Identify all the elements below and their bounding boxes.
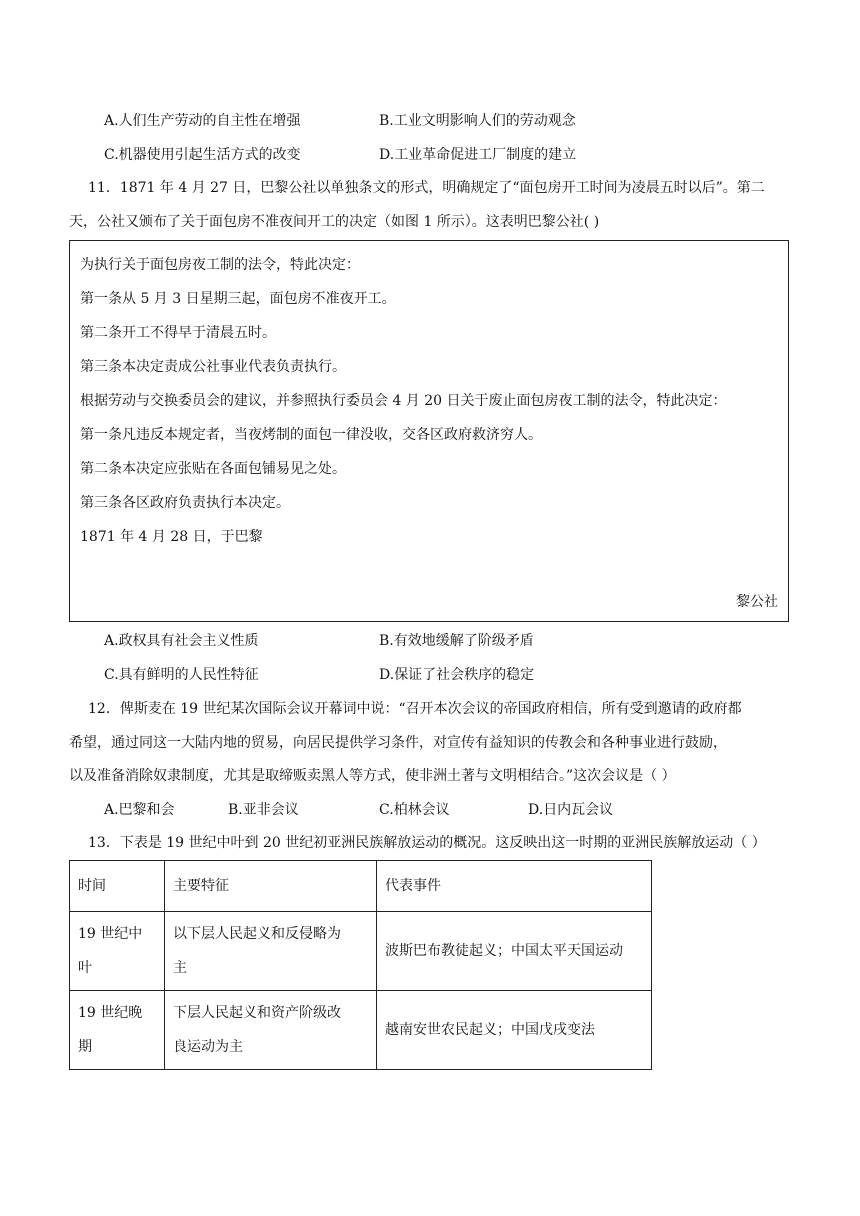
q11-document-box (69, 240, 789, 622)
header-time: 时间 (70, 861, 165, 912)
q12-option-a: A.巴黎和会 (104, 802, 175, 818)
cell-feature-line: 以下层人民起义和反侵略为 (173, 926, 341, 942)
q10-options-row-2 (104, 145, 804, 165)
cell-time: 19 世纪中叶 (70, 912, 165, 991)
q12-options-row (104, 800, 804, 820)
cell-time: 19 世纪晚期 (70, 991, 165, 1070)
cell-event: 越南安世农民起义；中国戊戌变法 (377, 991, 652, 1070)
q11-stem-line-1: 11．1871 年 4 月 27 日，巴黎公社以单独条文的形式，明确规定了“面包房开工时间为凌晨五时以后”。第二 (88, 180, 765, 196)
doc-line: 第二条开工不得早于清晨五时。 (80, 325, 276, 341)
q11-stem-line-2: 天，公社又颁布了关于面包房不准夜间开工的决定（如图 1 所示）。这表明巴黎公社( ) (69, 214, 600, 230)
q11-option-c: C.具有鲜明的人民性特征 (104, 667, 259, 683)
cell-feature (165, 991, 377, 1070)
doc-line: 第三条各区政府负责执行本决定。 (80, 495, 290, 511)
q12-stem-line-3: 以及准备消除奴隶制度，尤其是取缔贩卖黑人等方式，使非洲土著与文明相结合。”这次会议是（ ） (69, 768, 676, 784)
doc-signature: 黎公社 (736, 594, 778, 610)
q11-option-a: A.政权具有社会主义性质 (104, 633, 259, 649)
q11-options-row-1 (104, 631, 804, 651)
q10-option-a: A.人们生产劳动的自主性在增强 (104, 113, 301, 129)
q12-option-c: C.柏林会议 (379, 802, 450, 818)
q12-stem-line-2: 希望，通过同这一大陆内地的贸易，向居民提供学习条件，对宣传有益知识的传教会和各种事业进行鼓励， (69, 735, 727, 751)
table-header-row (70, 861, 652, 912)
q11-options-row-2 (104, 665, 804, 685)
q10-option-d: D.工业革命促进工厂制度的建立 (379, 147, 577, 163)
cell-event: 波斯巴布教徒起义；中国太平天国运动 (377, 912, 652, 991)
cell-feature-line: 下层人民起义和资产阶级改 (173, 1005, 341, 1021)
table-row (70, 912, 652, 991)
doc-line: 第三条本决定责成公社事业代表负责执行。 (80, 359, 346, 375)
q12-stem-line-1: 12．俾斯麦在 19 世纪某次国际会议开幕词中说：“召开本次会议的帝国政府相信，所有受到邀请的政府都 (88, 701, 742, 717)
q12-option-b: B.亚非会议 (228, 802, 299, 818)
q10-option-b: B.工业文明影响人们的劳动观念 (379, 113, 576, 129)
doc-date-line: 1871 年 4 月 28 日，于巴黎 (80, 529, 263, 545)
table-row (70, 991, 652, 1070)
q10-options-row-1 (104, 111, 804, 131)
q10-option-c: C.机器使用引起生活方式的改变 (104, 147, 301, 163)
cell-feature-line: 主 (173, 960, 187, 976)
q11-option-b: B.有效地缓解了阶级矛盾 (379, 633, 534, 649)
cell-feature (165, 912, 377, 991)
doc-line: 第一条从 5 月 3 日星期三起，面包房不准夜开工。 (80, 291, 396, 307)
q11-option-d: D.保证了社会秩序的稳定 (379, 667, 535, 683)
q12-option-d: D.日内瓦会议 (528, 802, 614, 818)
q13-table (69, 860, 652, 1070)
doc-line: 为执行关于面包房夜工制的法令，特此决定： (80, 257, 360, 273)
cell-feature-line: 良运动为主 (173, 1039, 243, 1055)
doc-line: 第二条本决定应张贴在各面包铺易见之处。 (80, 461, 346, 477)
header-feature: 主要特征 (165, 861, 377, 912)
header-event: 代表事件 (377, 861, 652, 912)
doc-line: 根据劳动与交换委员会的建议，并参照执行委员会 4 月 20 日关于废止面包房夜工制的法令，特此决定： (80, 393, 727, 409)
q13-stem-line-1: 13．下表是 19 世纪中叶到 20 世纪初亚洲民族解放运动的概况。这反映出这一时期的亚洲民族解放运动（ ） (88, 835, 766, 851)
doc-line: 第一条凡违反本规定者，当夜烤制的面包一律没收，交各区政府救济穷人。 (80, 427, 542, 443)
